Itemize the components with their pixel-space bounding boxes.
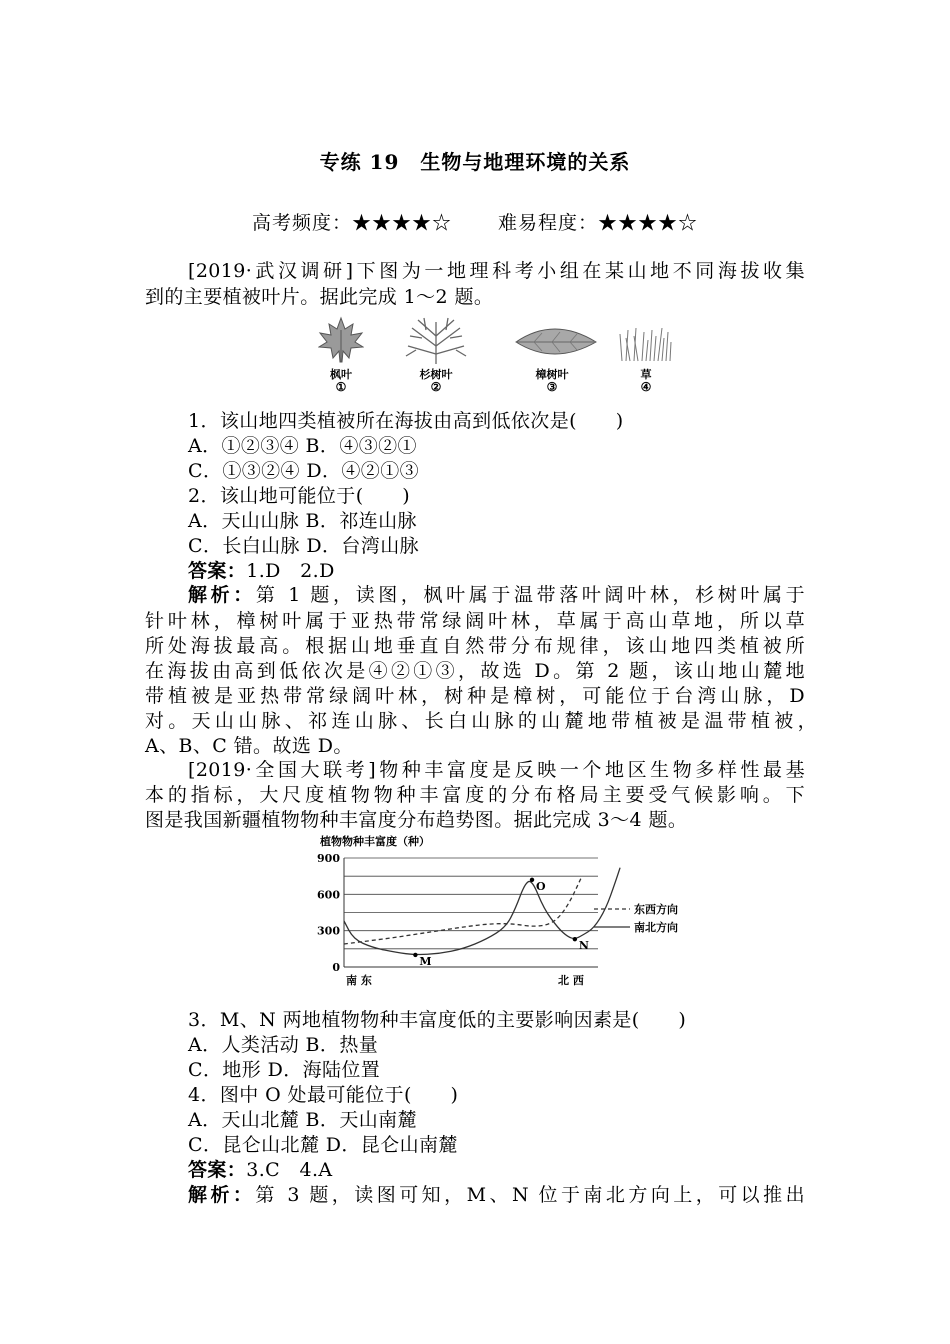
y-tick-label: 600 [317, 888, 340, 902]
analysis-line: 解析：第 1 题，读图，枫叶属于温带落叶阔叶林，杉树叶属于 [188, 584, 806, 606]
question-stem: 4．图中 O 处最可能位于( ) [188, 1084, 459, 1106]
question-options: A．①②③④ B．④③②① [188, 435, 417, 457]
y-tick-label: 0 [332, 961, 340, 974]
analysis-line: 对。天山山脉、祁连山脉、长白山脉的山麓地带植被是温带植被， [145, 710, 817, 732]
question-options: C．地形 D．海陆位置 [188, 1059, 381, 1081]
analysis-line: 针叶林，樟树叶属于亚热带常绿阔叶林，草属于高山草地，所以草 [145, 610, 805, 632]
leaf-label: 枫叶 ① [330, 368, 352, 394]
question-stem: 2．该山地可能位于( ) [188, 485, 411, 507]
page-title: 专练 19 生物与地理环境的关系 [319, 150, 631, 174]
question-options: A．天山北麓 B．天山南麓 [188, 1109, 417, 1131]
analysis-line: 带植被是亚热带常绿阔叶林，树种是樟树，可能位于台湾山脉，D [145, 685, 805, 707]
grass-image [618, 326, 672, 362]
intro1-line: [2019·武汉调研]下图为一地理科考小组在某山地不同海拔收集 [188, 260, 805, 282]
point-m-label: M [419, 954, 432, 968]
legend-label: 南北方向 [634, 921, 678, 934]
answer-line: 答案：1.D 2.D [188, 560, 335, 582]
question-options: C．①③②④ D．④②①③ [188, 460, 420, 482]
point-m-marker [413, 953, 417, 957]
question-options: C．长白山脉 D．台湾山脉 [188, 535, 420, 557]
difficulty-rating: 难易程度：★★★★☆ [498, 212, 699, 234]
maple-leaf-image [318, 316, 364, 364]
question-options: C．昆仑山北麓 D．昆仑山南麓 [188, 1134, 458, 1156]
intro2-line: 图是我国新疆植物物种丰富度分布趋势图。据此完成 3～4 题。 [145, 809, 688, 831]
analysis-line: 解析：第 3 题，读图可知，M、N 位于南北方向上，可以推出 [188, 1184, 805, 1206]
leaf-label: 樟树叶 ③ [535, 368, 569, 394]
intro1-line: 到的主要植被叶片。据此完成 1～2 题。 [145, 286, 494, 308]
camphor-leaf-image [514, 322, 598, 362]
analysis-line: 在海拔由高到低依次是④②①③，故选 D。第 2 题，该山地山麓地 [145, 660, 805, 682]
analysis-line: A、B、C 错。故选 D。 [145, 735, 353, 757]
answer-line: 答案：3.C 4.A [188, 1159, 333, 1181]
point-o-label: O [536, 879, 546, 893]
question-stem: 1．该山地四类植被所在海拔由高到低依次是( ) [188, 410, 624, 432]
chart-ylabel: 植物物种丰富度（种） [320, 835, 430, 848]
fir-leaf-image [402, 316, 470, 366]
x-label-right: 北 西 [558, 974, 584, 987]
question-options: A．人类活动 B．热量 [188, 1034, 379, 1056]
y-tick-label: 300 [317, 924, 340, 938]
intro2-line: 本的指标，大尺度植物物种丰富度的分布格局主要受气候影响。下 [145, 784, 805, 806]
leaf-label: 杉树叶 ② [419, 368, 453, 394]
legend-label: 东西方向 [634, 903, 678, 916]
meta-line [0, 208, 950, 235]
analysis-line: 所处海拔最高。根据山地垂直自然带分布规律，该山地四类植被所 [145, 635, 805, 657]
frequency-rating: 高考频度：★★★★☆ [251, 212, 452, 234]
leaf-label: 草 ④ [640, 368, 652, 394]
point-o-marker [530, 878, 534, 882]
intro2-line: [2019·全国大联考]物种丰富度是反映一个地区生物多样性最基 [188, 759, 805, 781]
point-n-marker [573, 937, 577, 941]
y-tick-label: 900 [317, 852, 340, 865]
point-n-label: N [578, 939, 589, 953]
question-options: A．天山山脉 B．祁连山脉 [188, 510, 417, 532]
richness-chart [300, 832, 720, 992]
question-stem: 3．M、N 两地植物物种丰富度低的主要影响因素是( ) [188, 1009, 687, 1031]
x-label-left: 南 东 [346, 974, 372, 987]
